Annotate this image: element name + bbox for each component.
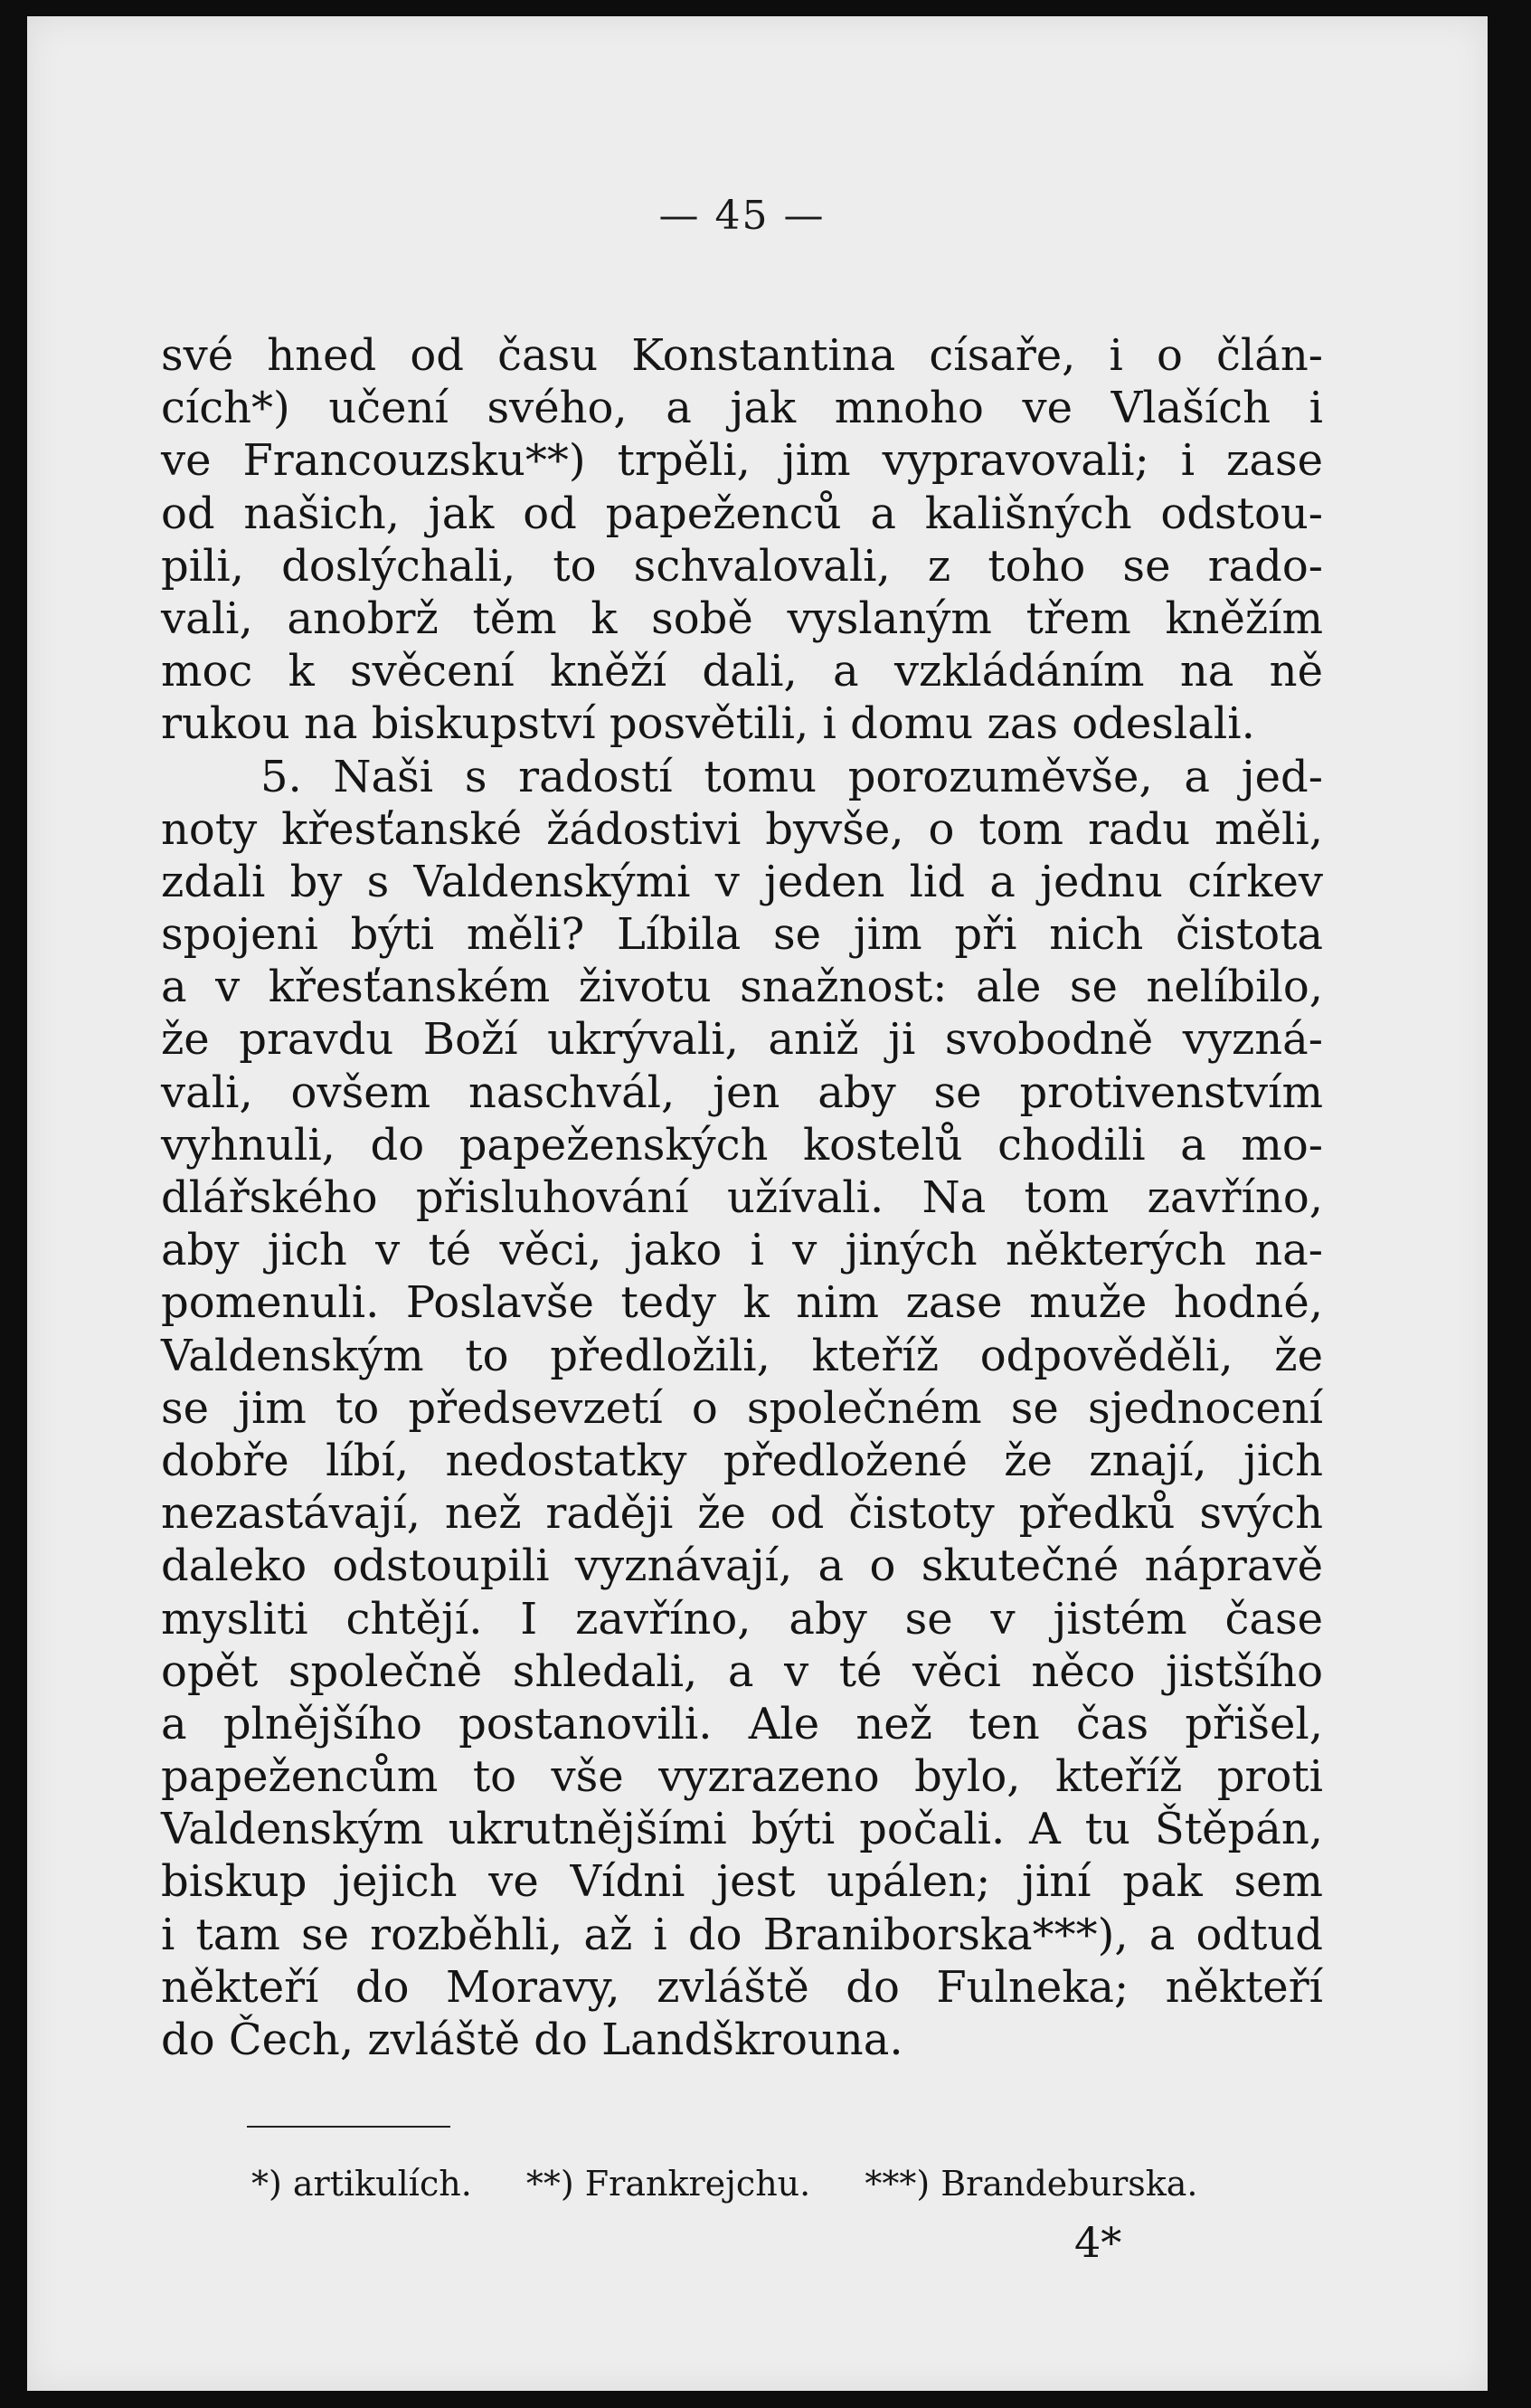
footnote: **) Frankrejchu.	[525, 2164, 811, 2204]
text-line: mysliti chtějí. I zavříno, aby se v jistém čase	[161, 1593, 1323, 1645]
book-page	[27, 16, 1488, 2391]
text-line: že pravdu Boží ukrývali, aniž ji svobodně vyzná-	[161, 1014, 1323, 1066]
text-line: dlářského přisluhování užívali. Na tom zavříno,	[161, 1172, 1323, 1223]
signature-mark: 4*	[1074, 2218, 1122, 2268]
text-line: daleko odstoupili vyznávají, a o skutečné nápravě	[161, 1541, 1323, 1592]
page-content	[161, 193, 1323, 2267]
text-line: opět společně shledali, a v té věci něco jistšího	[161, 1645, 1323, 1697]
text-line: zdali by s Valdenskými v jeden lid a jednu církev	[161, 856, 1323, 907]
text-line: do Čech, zvláště do Landškrouna.	[161, 2015, 903, 2065]
body-text	[161, 329, 1323, 2066]
footnote-divider	[247, 2126, 450, 2128]
text-line: biskup jejich ve Vídni jest upálen; jiní pak sem	[161, 1856, 1323, 1908]
text-line: pomenuli. Poslavše tedy k nim zase muže hodné,	[161, 1277, 1323, 1329]
text-line: 5. Naši s radostí tomu porozuměvše, a jed-	[260, 751, 1323, 802]
text-line: moc k svěcení kněží dali, a vzkládáním na ně	[161, 646, 1323, 697]
text-line: někteří do Moravy, zvláště do Fulneka; někteří	[161, 1961, 1323, 2013]
footnote: ***) Brandeburska.	[865, 2164, 1198, 2204]
page-number: — 45 —	[658, 193, 826, 239]
text-line: rukou na biskupství posvětili, i domu zas odeslali.	[161, 698, 1255, 750]
text-line: vali, anobrž těm k sobě vyslaným třem kněžím	[161, 593, 1323, 644]
text-line: cích*) učení svého, a jak mnoho ve Vlaších i	[161, 383, 1323, 434]
text-line: Valdenským ukrutnějšími býti počali. A tu Štěpán,	[161, 1804, 1323, 1855]
text-line: vali, ovšem naschvál, jen aby se protivenstvím	[161, 1067, 1323, 1118]
text-line: od našich, jak od papeženců a kališných odstou-	[161, 488, 1323, 539]
text-line: dobře líbí, nedostatky předložené že znají, jich	[161, 1435, 1323, 1486]
text-line: Valdenským to předložili, kteříž odpověděli, že	[161, 1330, 1323, 1381]
text-line: nezastávají, než raději že od čistoty předků svých	[161, 1488, 1323, 1540]
text-line: a plnějšího postanovili. Ale než ten čas přišel,	[161, 1698, 1323, 1749]
text-line: aby jich v té věci, jako i v jiných některých na-	[161, 1225, 1323, 1276]
text-line: i tam se rozběhli, až i do Braniborska***), a odtud	[161, 1909, 1323, 1960]
text-line: vyhnuli, do papeženských kostelů chodili a mo-	[161, 1119, 1323, 1171]
text-line: spojeni býti měli? Líbila se jim při nich čistota	[161, 909, 1323, 961]
text-line: papežencům to vše vyzrazeno bylo, kteříž proti	[161, 1751, 1323, 1803]
text-line: pili, doslýchali, to schvalovali, z toho se rado-	[161, 540, 1323, 592]
text-line: ve Francouzsku**) trpěli, jim vypravovali; i zase	[161, 435, 1323, 487]
text-line: se jim to předsevzetí o společném se sjednocení	[161, 1382, 1323, 1434]
text-line: své hned od času Konstantina císaře, i o člán-	[161, 330, 1323, 381]
footnotes	[161, 2164, 1323, 2204]
text-line: a v křesťanském životu snažnost: ale se nelíbilo,	[161, 962, 1323, 1013]
text-line: noty křesťanské žádostivi byvše, o tom radu měli,	[161, 803, 1323, 855]
footnote: *) artikulích.	[251, 2164, 472, 2204]
